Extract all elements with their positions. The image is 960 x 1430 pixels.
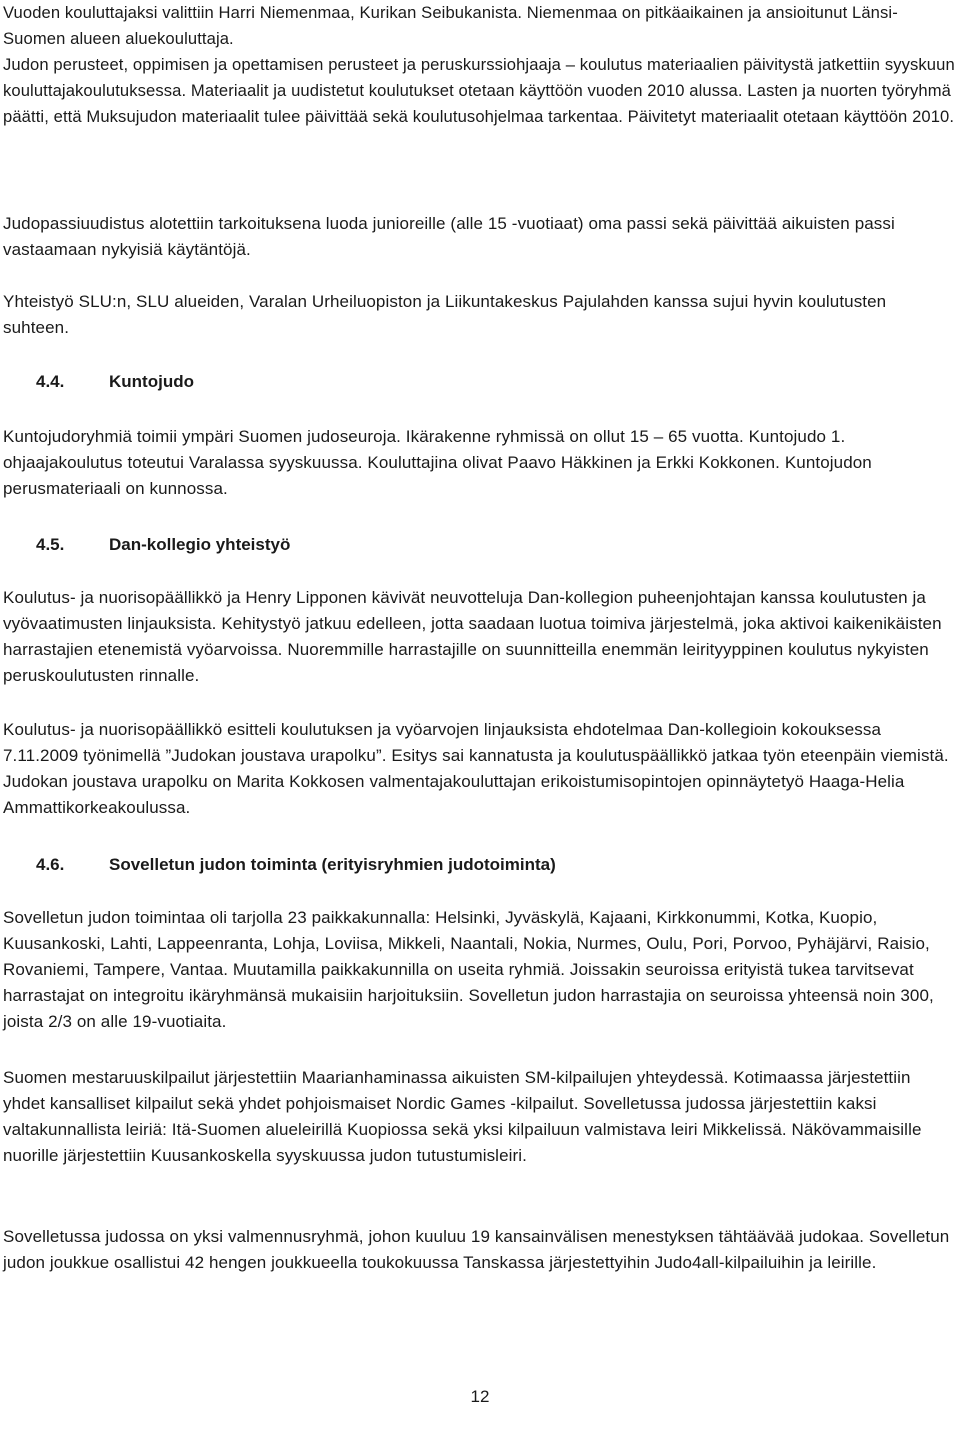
paragraph-applied-judo-team: Sovelletussa judossa on yksi valmennusryhmä, johon kuuluu 19 kansainvälisen menestyksen tähtäävää judokaa. Sovelletun judon joukkue osallistui 42 hengen joukkueella toukokuussa Tanskassa järjestettyihin Judo4all-kilpailuihin ja leirille. [3,1227,950,1272]
paragraph-kuntojudo: Kuntojudoryhmiä toimii ympäri Suomen judoseuroja. Ikärakenne ryhmissä on ollut 15 – 65 vuotta. Kuntojudo 1. ohjaajakoulutus toteutui Varalassa syyskuussa. Kouluttajina olivat Paavo Häkkinen ja Erkki Kokkonen. Kuntojudon perusmateriaali on kunnossa. [3,427,872,498]
paragraph-dan-collegium-2: Koulutus- ja nuorisopäällikkö esitteli koulutuksen ja vyöarvojen linjauksista ehdotelmaa Dan-kollegioin kokouksessa 7.11.2009 työnimellä ”Judokan joustava urapolku”. Esitys sai kannatusta ja koulutuspäällikkö jatkaa työn eteenpäin viemistä. Judokan joustava urapolku on Marita Kokkosen valmentajakouluttajan erikoistumisopintojen opinnäytetyö Haaga-Helia Ammattikorkeakoulussa. [3,720,949,817]
section-number: 4.4. [36,372,65,391]
section-heading-4-6 [36,852,556,878]
paragraph-judopassport: Judopassiuudistus alotettiin tarkoituksena luoda junioreille (alle 15 -vuotiaat) oma passi sekä päivittää aikuisten passi vastaamaan nykyisiä käytäntöjä. [3,214,895,259]
section-title: Kuntojudo [109,372,194,391]
section-heading-4-5 [36,532,290,558]
paragraph-training-materials: Judon perusteet, oppimisen ja opettamisen perusteet ja peruskurssiohjaaja – koulutus materiaalien päivitystä jatkettiin syyskuun kouluttajakoulutuksessa. Materiaalit ja uudistetut koulutukset otetaan käyttöön vuoden 2010 alussa. Lasten ja nuorten työryhmä päätti, että Muksujudon materiaalit tulee päivittää sekä koulutusohjelmaa tarkentaa. Päivitetyt materiaalit otetaan käyttöön 2010. [3,55,955,126]
paragraph-dan-collegium-1: Koulutus- ja nuorisopäällikkö ja Henry Lipponen kävivät neuvotteluja Dan-kollegion puheenjohtajan kanssa koulutusten ja vyövaatimusten linjauksista. Kehitystyö jatkuu edelleen, jotta saadaan luotua toimiva järjestelmä, joka aktivoi kaikenikäisten harrastajien etenemistä vyöarvoissa. Nuoremmille harrastajille on suunnitteilla enemmän leirityyppinen koulutus nykyisten peruskoulutusten rinnalle. [3,588,942,685]
paragraph-applied-judo-competitions: Suomen mestaruuskilpailut järjestettiin Maarianhaminassa aikuisten SM-kilpailujen yhteydessä. Kotimaassa järjestettiin yhdet kansalliset kilpailut sekä yhdet pohjoismaiset Nordic Games -kilpailut. Sovelletussa judossa järjestettiin kaksi valtakunnallista leiriä: Itä-Suomen alueleirillä Kuopiossa sekä yksi kilpailuun valmistava leiri Mikkelissä. Näkövammaisille nuorille järjestettiin Kuusankoskella syyskuussa judon tutustumisleiri. [3,1068,922,1165]
section-heading-4-4 [36,369,194,395]
paragraph-applied-judo-locations: Sovelletun judon toimintaa oli tarjolla 23 paikkakunnalla: Helsinki, Jyväskylä, Kajaani, Kirkkonummi, Kotka, Kuopio, Kuusankoski, Lahti, Lappeenranta, Lohja, Loviisa, Mikkeli, Naantali, Nokia, Nurmes, Oulu, Pori, Porvoo, Pyhäjärvi, Raisio, Rovaniemi, Tampere, Vantaa. Muutamilla paikkakunnilla on useita ryhmiä. Joissakin seuroissa erityistä tukea tarvitsevat harrastajat on integroitu ikäryhmänsä mukaisiin harjoituksiin. Sovelletun judon harrastajia on seuroissa yhteensä noin 300, joista 2/3 on alle 19-vuotiaita. [3,908,934,1031]
section-number: 4.6. [36,855,65,874]
section-number: 4.5. [36,535,65,554]
paragraph-trainer-of-year: Vuoden kouluttajaksi valittiin Harri Niemenmaa, Kurikan Seibukanista. Niemenmaa on pitkäaikainen ja ansioitunut Länsi-Suomen alueen aluekouluttaja. [3,3,898,48]
section-title: Dan-kollegio yhteistyö [109,535,291,554]
paragraph-cooperation: Yhteistyö SLU:n, SLU alueiden, Varalan Urheiluopiston ja Liikuntakeskus Pajulahden kanssa sujui hyvin koulutusten suhteen. [3,292,887,337]
page-number: 12 [470,1387,490,1406]
section-title: Sovelletun judon toiminta (erityisryhmien judotoiminta) [109,855,556,874]
